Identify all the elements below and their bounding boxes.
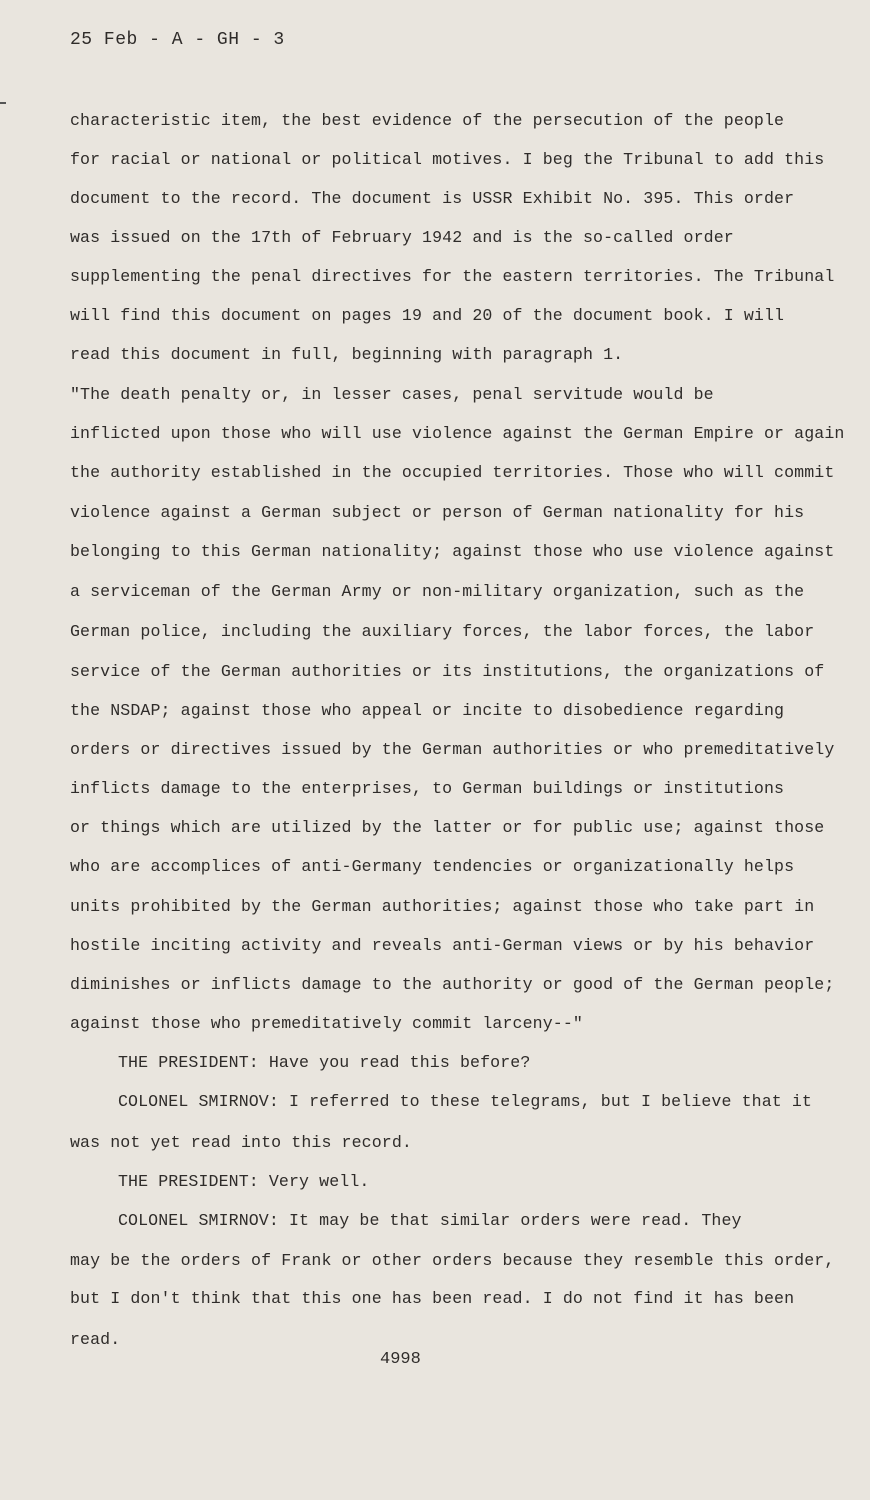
text-line: against those who premeditatively commit larceny--" bbox=[70, 1014, 583, 1033]
dialogue-line: COLONEL SMIRNOV: I referred to these telegrams, but I believe that it bbox=[118, 1092, 812, 1111]
text-line: "The death penalty or, in lesser cases, penal servitude would be bbox=[70, 385, 714, 404]
text-line: violence against a German subject or person of German nationality for his bbox=[70, 503, 805, 522]
text-line: inflicted upon those who will use violence against the German Empire or again bbox=[70, 424, 845, 443]
text-line: characteristic item, the best evidence of the persecution of the people bbox=[70, 111, 785, 130]
text-line: or things which are utilized by the latter or for public use; against those bbox=[70, 818, 825, 837]
page-header: 25 Feb - A - GH - 3 bbox=[70, 30, 285, 50]
text-line: orders or directives issued by the German authorities or who premeditatively bbox=[70, 740, 835, 759]
dialogue-line: THE PRESIDENT: Have you read this before? bbox=[118, 1053, 531, 1072]
text-line: may be the orders of Frank or other orders because they resemble this order, bbox=[70, 1251, 835, 1270]
text-line: German police, including the auxiliary forces, the labor forces, the labor bbox=[70, 622, 815, 641]
dialogue-line: THE PRESIDENT: Very well. bbox=[118, 1172, 370, 1191]
text-line: read. bbox=[70, 1330, 121, 1349]
text-line: inflicts damage to the enterprises, to German buildings or institutions bbox=[70, 779, 785, 798]
text-line: hostile inciting activity and reveals anti-German views or by his behavior bbox=[70, 936, 815, 955]
text-line: units prohibited by the German authorities; against those who take part in bbox=[70, 897, 815, 916]
dialogue-line: COLONEL SMIRNOV: It may be that similar orders were read. They bbox=[118, 1211, 742, 1230]
text-line: diminishes or inflicts damage to the authority or good of the German people; bbox=[70, 975, 835, 994]
text-line: was issued on the 17th of February 1942 and is the so-called order bbox=[70, 228, 734, 247]
text-line: for racial or national or political motives. I beg the Tribunal to add this bbox=[70, 150, 825, 169]
text-line: service of the German authorities or its institutions, the organizations of bbox=[70, 662, 825, 681]
text-line: who are accomplices of anti-Germany tendencies or organizationally helps bbox=[70, 857, 795, 876]
text-line: read this document in full, beginning with paragraph 1. bbox=[70, 345, 624, 364]
text-line: was not yet read into this record. bbox=[70, 1133, 412, 1152]
text-line: document to the record. The document is USSR Exhibit No. 395. This order bbox=[70, 189, 795, 208]
text-line: belonging to this German nationality; against those who use violence against bbox=[70, 542, 835, 561]
text-line: will find this document on pages 19 and 20 of the document book. I will bbox=[70, 306, 785, 325]
text-line: but I don't think that this one has been read. I do not find it has been bbox=[70, 1289, 795, 1308]
text-line: a serviceman of the German Army or non-military organization, such as the bbox=[70, 582, 805, 601]
page-number: 4998 bbox=[380, 1350, 421, 1369]
text-line: the authority established in the occupied territories. Those who will commit bbox=[70, 463, 835, 482]
text-line: supplementing the penal directives for the eastern territories. The Tribunal bbox=[70, 267, 835, 286]
text-line: the NSDAP; against those who appeal or incite to disobedience regarding bbox=[70, 701, 785, 720]
